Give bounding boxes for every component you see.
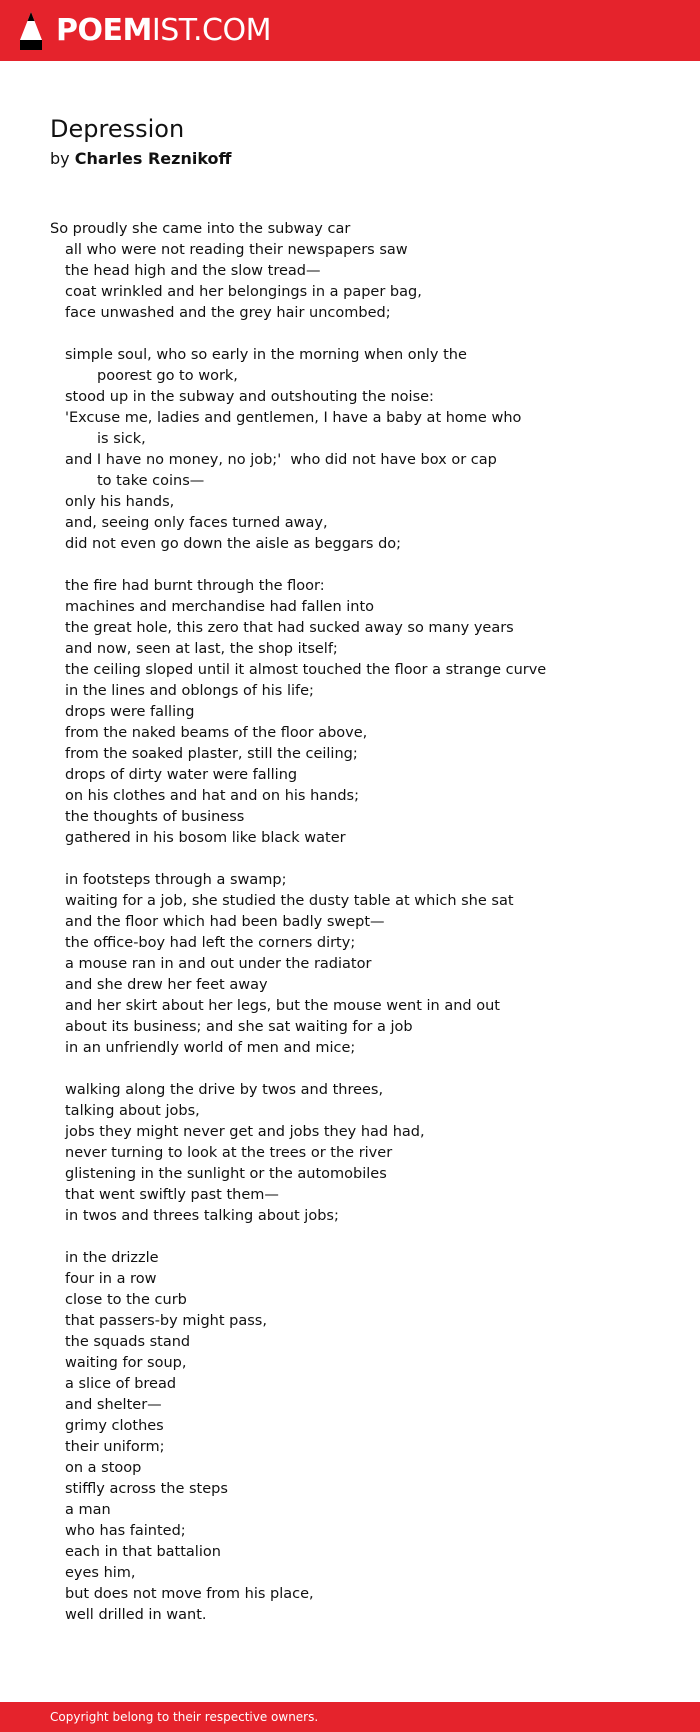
stanza-break: [50, 555, 670, 576]
poem-line: only his hands,: [65, 494, 175, 510]
poem-title: Depression: [50, 115, 185, 143]
poem-line: is sick,: [97, 431, 146, 447]
poem-line: the thoughts of business: [65, 809, 245, 825]
poem-line: drops of dirty water were falling: [65, 767, 298, 783]
poem-line: well drilled in want.: [65, 1607, 207, 1623]
stanza-break: [50, 1227, 670, 1248]
poem-line: gathered in his bosom like black water: [65, 830, 346, 846]
poem-line: stiffly across the steps: [65, 1481, 228, 1497]
poem-line: eyes him,: [65, 1565, 136, 1581]
poem-line: from the naked beams of the floor above,: [65, 725, 368, 741]
poem-line: glistening in the sunlight or the automobiles: [65, 1166, 387, 1182]
by-label: by: [50, 149, 70, 168]
poem-line: never turning to look at the trees or the river: [65, 1145, 393, 1161]
poem-line: in an unfriendly world of men and mice;: [65, 1040, 356, 1056]
poem-line: grimy clothes: [65, 1418, 164, 1434]
poem-line: walking along the drive by twos and threes,: [65, 1082, 384, 1098]
poem-author: Charles Reznikoff: [74, 149, 232, 168]
site-footer: [0, 1702, 700, 1732]
poem-line: the ceiling sloped until it almost touched the floor a strange curve: [65, 662, 547, 678]
poem-line: that passers-by might pass,: [65, 1313, 267, 1329]
poem-line: and now, seen at last, the shop itself;: [65, 641, 338, 657]
stanza-break: [50, 324, 670, 345]
brand-light: IST.COM: [151, 12, 271, 48]
poem-body: [50, 219, 670, 1626]
poem-line: to take coins—: [97, 473, 205, 489]
poem-line: but does not move from his place,: [65, 1586, 314, 1602]
poem-line: and, seeing only faces turned away,: [65, 515, 328, 531]
poem-line: and shelter—: [65, 1397, 162, 1413]
brand-bold: POEM: [56, 12, 152, 48]
poem-line: in the lines and oblongs of his life;: [65, 683, 314, 699]
poem-line: in footsteps through a swamp;: [65, 872, 287, 888]
poem-line: each in that battalion: [65, 1544, 221, 1560]
poem-line: who has fainted;: [65, 1523, 186, 1539]
poem-line: So proudly she came into the subway car: [50, 221, 351, 237]
poem-line: the great hole, this zero that had sucked away so many years: [65, 620, 514, 636]
poem-line: the fire had burnt through the floor:: [65, 578, 325, 594]
poem-line: from the soaked plaster, still the ceiling;: [65, 746, 358, 762]
poem-line: the office-boy had left the corners dirty;: [65, 935, 356, 951]
poem-line: jobs they might never get and jobs they had had,: [65, 1124, 425, 1140]
pen-nib-icon[interactable]: [18, 10, 44, 52]
poem-line: and her skirt about her legs, but the mouse went in and out: [65, 998, 500, 1014]
stanza-break: [50, 849, 670, 870]
site-logo-text[interactable]: [56, 12, 271, 48]
poem-line: on a stoop: [65, 1460, 142, 1476]
poem-line: talking about jobs,: [65, 1103, 200, 1119]
poem-line: the squads stand: [65, 1334, 191, 1350]
poem-line: a slice of bread: [65, 1376, 177, 1392]
poem-line: simple soul, who so early in the morning when only the: [65, 347, 467, 363]
poem-line: and I have no money, no job;' who did not have box or cap: [65, 452, 497, 468]
poem-line: in twos and threes talking about jobs;: [65, 1208, 339, 1224]
poem-line: a man: [65, 1502, 111, 1518]
poem-line: four in a row: [65, 1271, 157, 1287]
poem-line: machines and merchandise had fallen into: [65, 599, 375, 615]
poem-line: that went swiftly past them—: [65, 1187, 279, 1203]
poem-line: waiting for a job, she studied the dusty table at which she sat: [65, 893, 514, 909]
poem-line: drops were falling: [65, 704, 195, 720]
poem-line: their uniform;: [65, 1439, 165, 1455]
poem-line: on his clothes and hat and on his hands;: [65, 788, 359, 804]
stanza-break: [50, 1059, 670, 1080]
poem-line: did not even go down the aisle as beggars do;: [65, 536, 402, 552]
poem-line: face unwashed and the grey hair uncombed;: [65, 305, 391, 321]
poem-byline: [50, 148, 232, 170]
poem-line: all who were not reading their newspapers saw: [65, 242, 408, 258]
poem-line: about its business; and she sat waiting for a job: [65, 1019, 413, 1035]
poem-line: stood up in the subway and outshouting the noise:: [65, 389, 434, 405]
poem-line: poorest go to work,: [97, 368, 238, 384]
site-header: [0, 0, 700, 61]
poem-line: the head high and the slow tread—: [65, 263, 321, 279]
poem-line: 'Excuse me, ladies and gentlemen, I have a baby at home who: [65, 410, 522, 426]
poem-line: a mouse ran in and out under the radiator: [65, 956, 372, 972]
poem-line: coat wrinkled and her belongings in a paper bag,: [65, 284, 422, 300]
poem-line: and she drew her feet away: [65, 977, 268, 993]
poem-line: and the floor which had been badly swept—: [65, 914, 385, 930]
poem-line: close to the curb: [65, 1292, 187, 1308]
copyright-text: Copyright belong to their respective owners.: [50, 1710, 319, 1724]
poem-line: waiting for soup,: [65, 1355, 187, 1371]
poem-line: in the drizzle: [65, 1250, 159, 1266]
